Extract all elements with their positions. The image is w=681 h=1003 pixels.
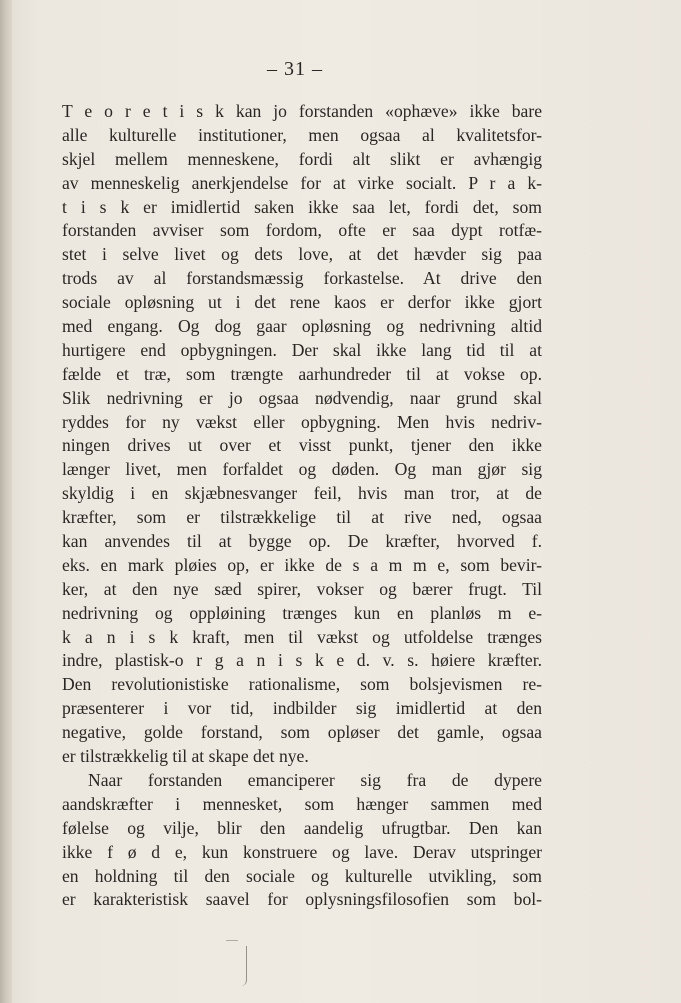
text-line: skyldig i en skjæbnesvanger feil, hvis man tror, at de — [62, 483, 542, 504]
text-line: hurtigere end opbygningen. Der skal ikke lang tid til at — [62, 339, 542, 360]
page-spine-shadow — [0, 0, 12, 1003]
text-line: med engang. Og dog gaar opløsning og nedrivning altid — [62, 316, 542, 337]
text-line: T e o r e t i s k kan jo forstanden «ophæve» ikke bare — [62, 101, 542, 121]
text-line: aandskræfter i mennesket, som hænger sammen med — [62, 793, 542, 814]
text-line: indre, plastisk-o r g a n i s k e d. v. s. høiere kræfter. — [62, 650, 542, 671]
text-line: ker, at den nye sæd spirer, vokser og bærer frugt. Til — [62, 578, 542, 599]
text-line: en holdning til den sociale og kulturelle utvikling, som — [62, 865, 542, 886]
text-line: fælde et træ, som trængte aarhundreder til at vokse op. — [62, 363, 542, 384]
text-line: er karakteristisk saavel for oplysningsfilosofien som bol- — [62, 889, 542, 910]
text-line: skjel mellem menneskene, fordi alt slikt er avhængig — [62, 148, 542, 169]
text-line: Naar forstanden emanciperer sig fra de dypere — [88, 769, 542, 790]
text-line: følelse og vilje, blir den aandelig ufrugtbar. Den kan — [62, 817, 542, 838]
text-line: negative, golde forstand, som opløser det gamle, ogsaa — [62, 722, 542, 743]
text-line: nedrivning og oppløining trænges kun en planløs m e- — [62, 602, 542, 623]
text-line: k a n i s k kraft, men til vækst og utfoldelse trænges — [62, 626, 542, 647]
text-line: forstanden avviser som fordom, ofte er saa dypt rotfæ- — [62, 220, 542, 241]
text-line: sociale opløsning ut i det rene kaos er derfor ikke gjort — [62, 292, 542, 313]
bottom-tick-mark — [226, 940, 238, 941]
text-line: kan anvendes til at bygge op. De kræfter, hvorved f. — [62, 531, 542, 552]
text-line: alle kulturelle institutioner, men ogsaa al kvalitetsfor- — [62, 124, 542, 145]
text-line: Slik nedrivning er jo ogsaa nødvendig, naar grund skal — [62, 387, 542, 408]
bottom-bracket-mark — [236, 946, 247, 986]
text-line: eks. en mark pløies op, er ikke de s a m m e, som bevir- — [62, 554, 542, 575]
text-line: ikke f ø d e, kun konstruere og lave. Derav utspringer — [62, 841, 542, 862]
text-line: av menneskelig anerkjendelse for at virke socialt. P r a k- — [62, 172, 542, 193]
text-line: kræfter, som er tilstrækkelige til at rive ned, ogsaa — [62, 507, 542, 528]
page-number: – 31 – — [267, 58, 323, 80]
text-line: ryddes for ny vækst eller opbygning. Men hvis nedriv- — [62, 411, 542, 432]
text-line: t i s k er imidlertid saken ikke saa let, fordi det, som — [62, 196, 542, 217]
text-line: stet i selve livet og dets love, at det hævder sig paa — [62, 244, 542, 265]
text-line: er tilstrækkelig til at skape det nye. — [62, 746, 309, 767]
text-line: ningen drives ut over et visst punkt, tjener den ikke — [62, 435, 542, 456]
text-line: præsenterer i vor tid, indbilder sig imidlertid at den — [62, 698, 542, 719]
text-line: længer livet, men forfaldet og døden. Og man gjør sig — [62, 459, 542, 480]
text-line: Den revolutionistiske rationalisme, som bolsjevismen re- — [62, 674, 542, 695]
body-text — [62, 100, 542, 912]
text-line: trods av al forstandsmæssig forkastelse. At drive den — [62, 268, 542, 289]
